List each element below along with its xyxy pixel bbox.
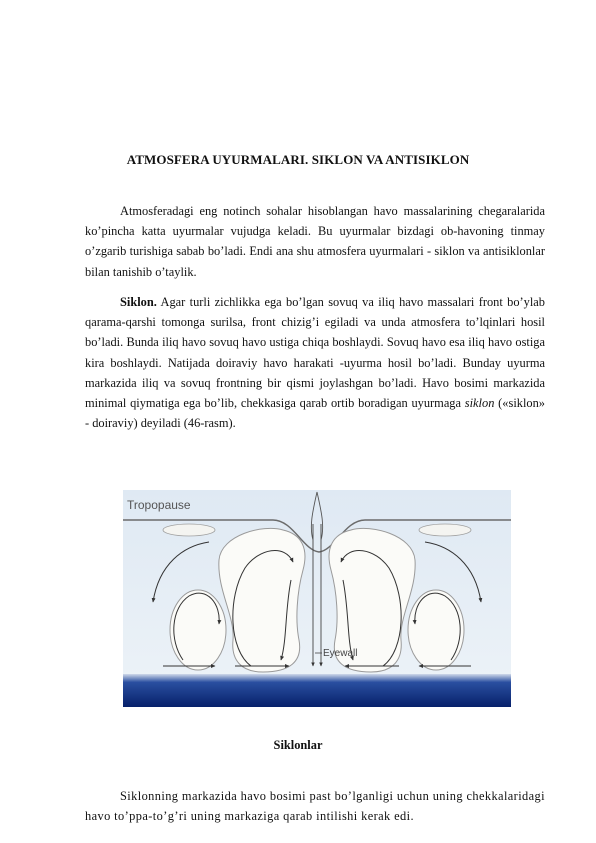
closing-text: Siklonning markazida havo bosimi past bo’lganligi uchun uning chekkalaridagi havo to’ppa-to’g’ri uning markaziga qarab intilishi kerak edi. — [85, 789, 545, 824]
siklon-tail: («siklon» - doiraviy) deyiladi (46-rasm). — [85, 396, 545, 431]
cloud-shred-left — [163, 524, 215, 536]
cloud-shred-right — [419, 524, 471, 536]
intro-paragraph — [85, 201, 545, 282]
siklon-lead: Siklon. — [120, 295, 157, 309]
closing-paragraph — [85, 786, 545, 826]
cyclone-diagram — [123, 490, 511, 707]
tropopause-label: Tropopause — [127, 498, 191, 512]
intro-text: Atmosferadagi eng notinch sohalar hisoblangan havo massalarining chegaralarida ko’pincha katta uyurmalar vujudga keladi. Bu uyurmalar bizdagi ob-havoning tinmay o’zgarib turishiga sabab bo’ladi. Endi ana shu atmosfera uyurmalari - siklon va antisiklonlar bilan tanishib o’taylik. — [85, 204, 545, 279]
page-title: ATMOSFERA UYURMALARI. SIKLON VA ANTISIKLON — [126, 152, 470, 167]
siklon-text: Agar turli zichlikka ega bo’lgan sovuq va iliq havo massalari front bo’ylab qarama-qarshi tomonga surilsa, front chizig’i egiladi va unda atmosfera to’lqinlari hosil bo’ladi. Bunda iliq havo sovuq havo ustiga chiqa boshlaydi. Sovuq havo esa iliq havo ostiga kira boshlaydi. Natijada doiraviy havo harakati -uyurma hosil bo’ladi. Bunday uyurma markazida iliq va sovuq frontning bir qismi joylashgan bo’ladi. Havo bosimi markazida minimal qiymatiga ega bo’lib, chekkasiga qarab ortib boradigan uyurmaga — [85, 295, 545, 411]
siklon-term: siklon — [464, 396, 495, 411]
outer-cell-left — [170, 590, 226, 670]
eyewall-label: Eyewall — [323, 648, 358, 659]
outer-cell-right — [408, 590, 464, 670]
ocean-surface — [123, 674, 511, 707]
siklon-paragraph — [85, 292, 545, 433]
figure-caption: Siklonlar — [273, 738, 323, 752]
